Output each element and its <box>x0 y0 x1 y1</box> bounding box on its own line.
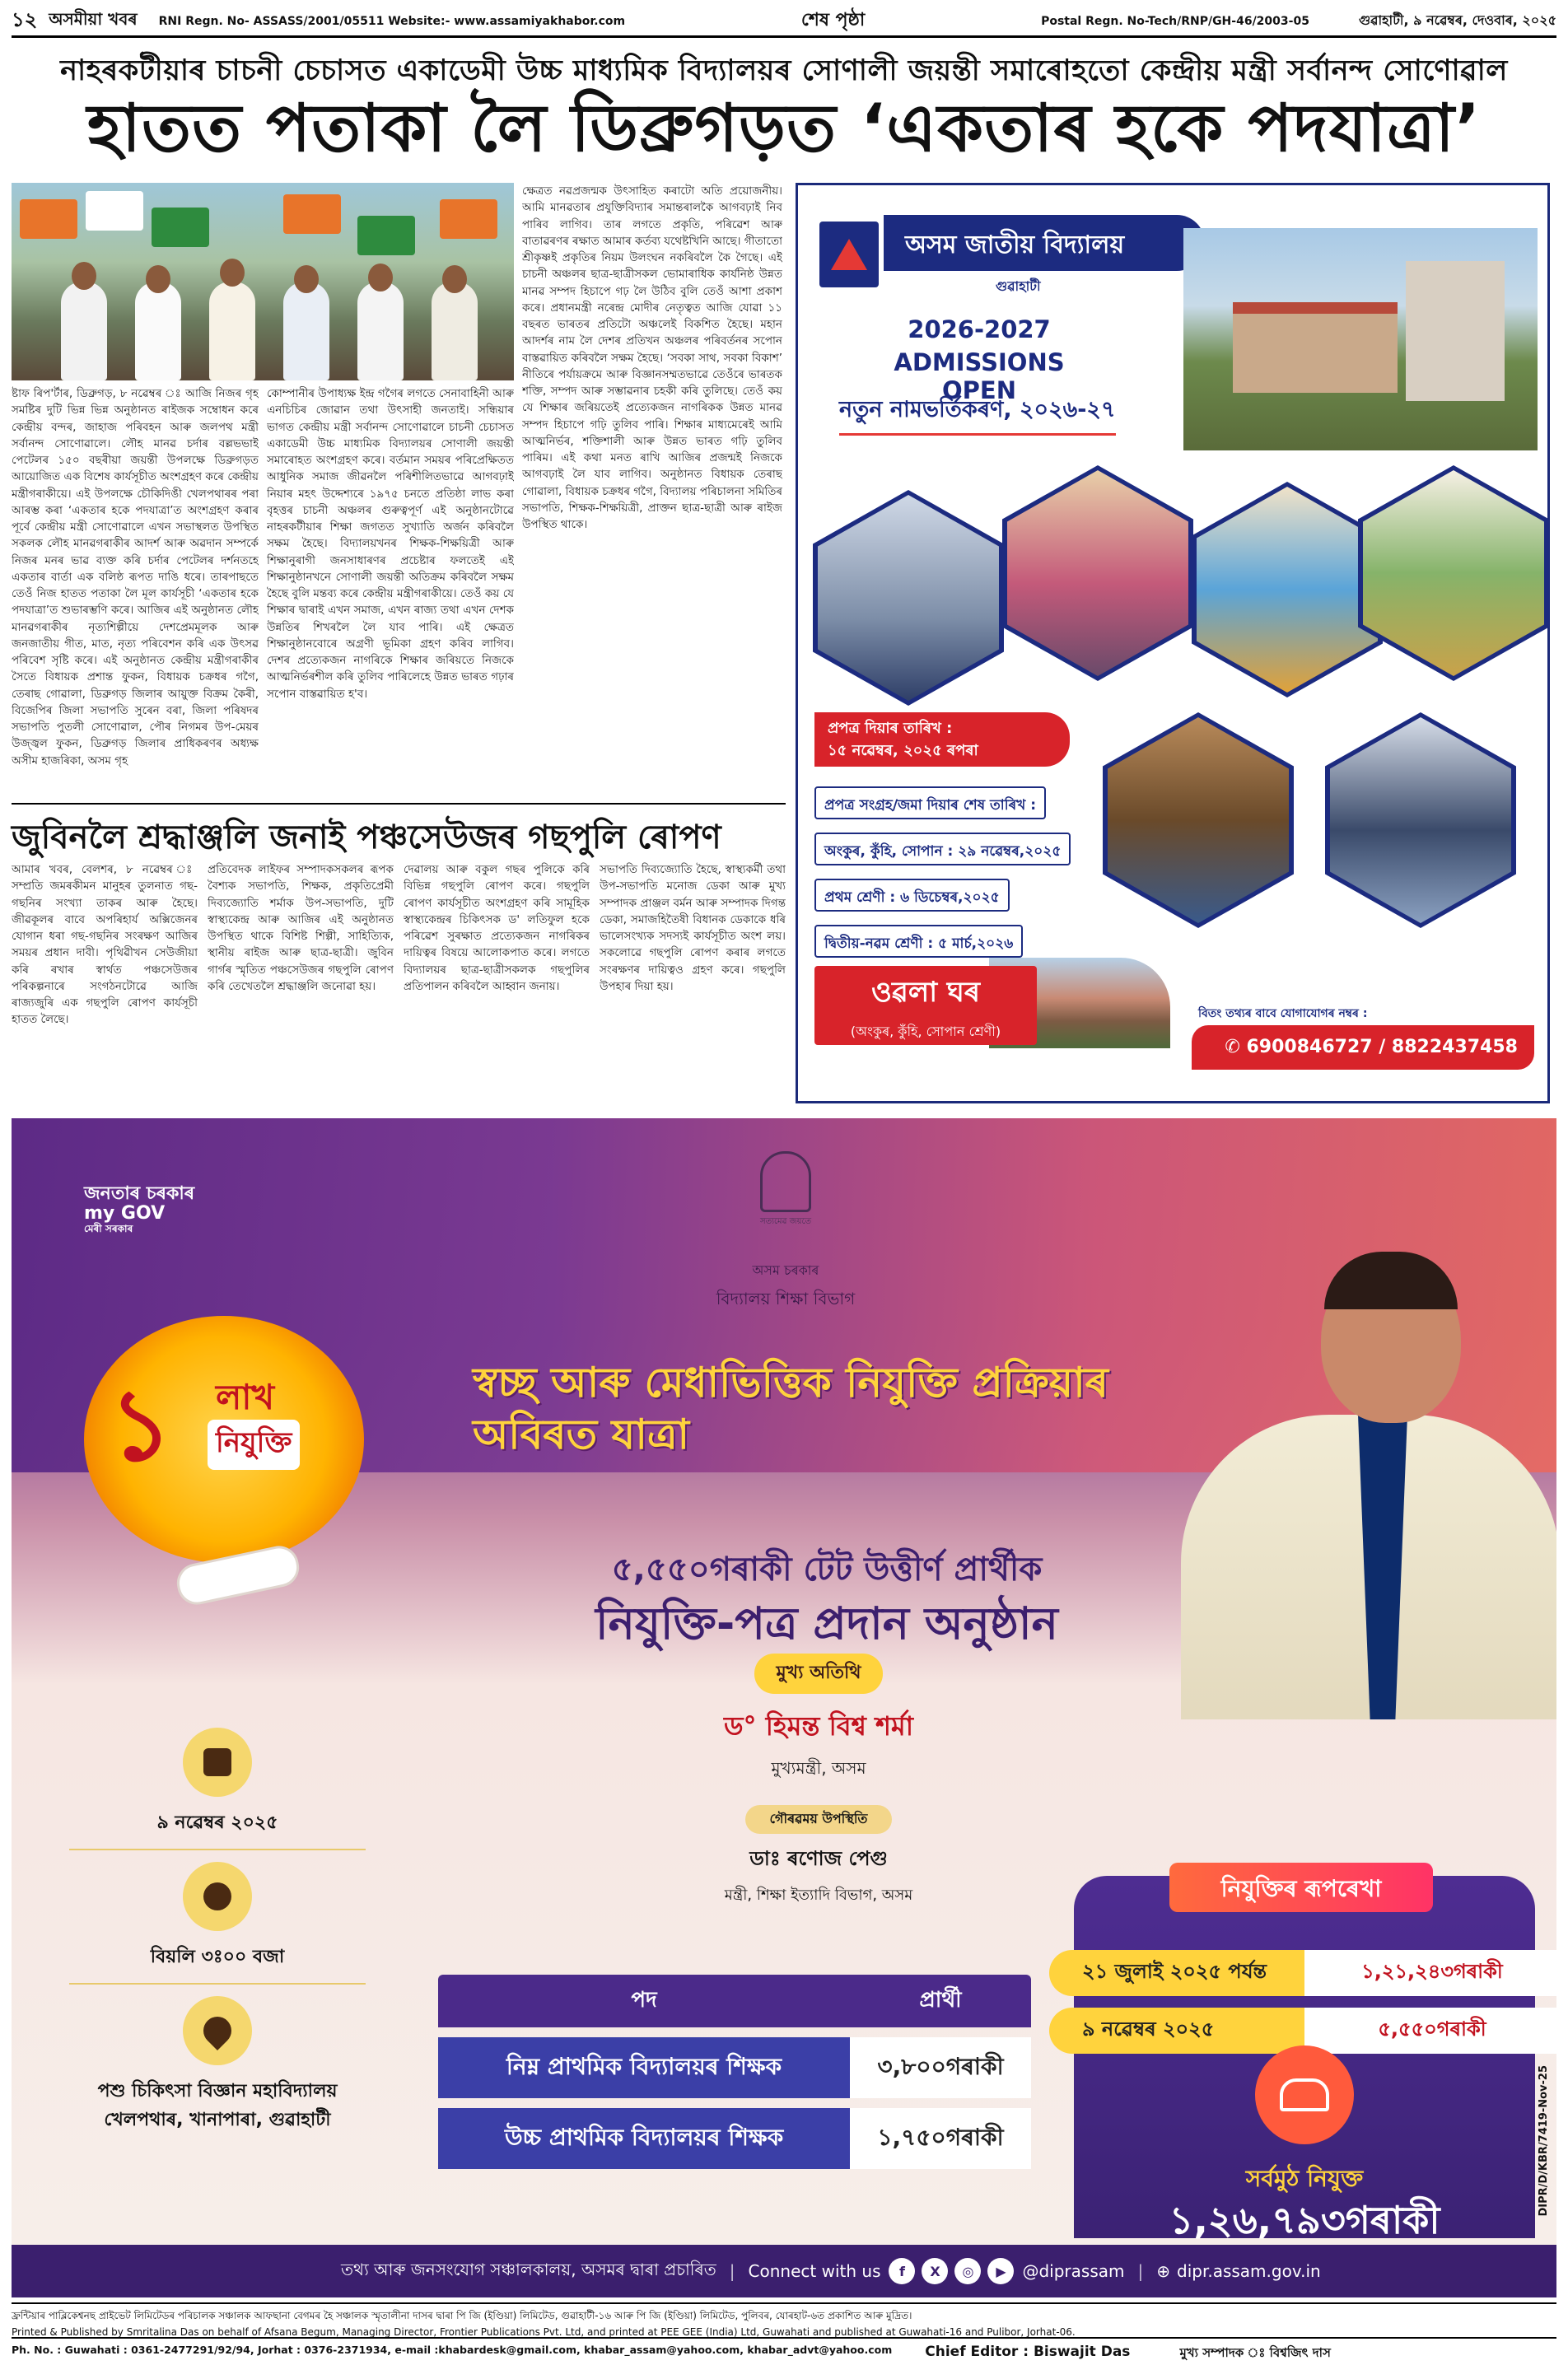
photo-hex <box>1002 465 1193 681</box>
school-building-photo <box>1183 228 1538 450</box>
flag-icon <box>283 194 341 234</box>
flag-icon <box>86 191 143 231</box>
school-name: অসম জাতীয় বিদ্যালয় <box>884 215 1205 271</box>
outline-when: ২১ জুলাই ২০২৫ পৰ্যন্ত <box>1049 1950 1304 1996</box>
emblem-motto: সত্যমেৱ জয়তে <box>760 1217 811 1226</box>
contact-phones[interactable]: ✆ 6900846727 / 8822437458 <box>1192 1025 1534 1070</box>
divider <box>12 803 786 805</box>
story2-column-2: প্ৰতিবেদক লাইফৰ সম্পাদকসকলৰ ৰূপক বৈশ্যক সভাপতি, শিক্ষক, প্ৰকৃতিপ্ৰেমী দিব্যজ্যোতি শৰ্মাক উপ-সভাপতি, দুটি স্বাস্থ্যকেন্দ্ৰ আৰু আজিৰ এই অনুষ্ঠানত উপস্থিত থাকে বিশিষ্ট শিল্পী, সাহিত্যিক, স্থানীয় ৰাইজ আৰু ছাত্ৰ-ছাত্ৰী। জুবিন গাৰ্গৰ স্মৃতিত পঞ্চসেউজৰ গছপুলি ৰোপণ কৰি তেখেতলৈ শ্ৰদ্ধাঞ্জলি জনোৱা হয়। <box>208 863 394 993</box>
flag-icon <box>20 199 77 239</box>
row-post: নিম্ন প্ৰাথমিক বিদ্যালয়ৰ শিক্ষক <box>506 2052 782 2080</box>
page-number: ১২ <box>12 7 38 31</box>
national-emblem <box>744 1151 827 1250</box>
mygov-logo <box>84 1184 194 1235</box>
photo-hex <box>1325 712 1516 928</box>
brand-mygov: my GOV <box>84 1203 166 1224</box>
campaign-tagline: স্বচ্ছ আৰু মেধাভিত্তিক নিযুক্তি প্ৰক্ৰিয়াৰ অবিৰত যাত্ৰা <box>473 1359 1108 1458</box>
school-city: গুৱাহাটী <box>996 278 1041 294</box>
story2-column-1: আমাৰ খবৰ, বেলশৰ, ৮ নৱেম্বৰ ঃ সম্প্ৰতি জমৰকীমন মানুহৰ তুলনাত গছ-গছনিৰ সংখ্যা তাকৰ আৰু হৈছে। জীৱকূলৰ বাবে অপৰিহাৰ্য অক্সিজেনৰ যোগান ধৰা গছ-গছনিৰ সংৰক্ষণ আজিৰ সময়ৰ প্ৰধান দাবী। পৃথিৱীখন সেউজীয়া কৰি ৰখাৰ স্বাৰ্থত পঞ্চসেউজৰ পৰিকল্পনাৰে সংগঠনটোৱে আজি ৰাজ্যজুৰি এক গছপুলি ৰোপণ কাৰ্যসূচী হাতত লৈছে। <box>12 863 198 1027</box>
hostel-subtitle: (অংকুৰ, কুঁহি, সোপান শ্ৰেণী) <box>850 1024 1001 1039</box>
lead-headline: হাতত পতাকা লৈ ডিব্ৰুগড়ত ‘একতাৰ হকে পদযাত্ৰা’ <box>86 90 1482 166</box>
form-date-box <box>814 712 1070 767</box>
new-admission-title: নতুন নামভৰ্তিকৰণ, ২০২৬-২৭ <box>839 393 1116 436</box>
chief-editor: Chief Editor : Biswajit Das <box>925 2344 1131 2360</box>
contact-label: বিতং তথ্যৰ বাবে যোগাযোগৰ নম্বৰ : <box>1198 1007 1368 1020</box>
outline-row <box>1049 1950 1556 1996</box>
honor-role: মন্ত্ৰী, শিক্ষা ইত্যাদি বিভাগ, অসম <box>724 1887 913 1904</box>
imprint <box>12 2302 1556 2341</box>
imprint-footer <box>12 2337 1556 2364</box>
honor-name: ডাঃ ৰণোজ পেগু <box>749 1847 888 1870</box>
publisher-credit: তথ্য আৰু জনসংযোগ সঞ্চালকালয়, অসমৰ দ্বাৰা প্ৰচাৰিত <box>341 2259 716 2279</box>
outline-num: ৫,৫৫০গৰাকী <box>1304 2008 1556 2054</box>
event-date: ৯ নৱেম্বৰ ২০২৫ <box>69 1808 366 1850</box>
flag-icon <box>357 216 415 255</box>
event-details <box>69 1728 366 2156</box>
social-handle[interactable]: @diprassam <box>1022 2261 1125 2281</box>
guest-block <box>687 1654 950 1909</box>
youtube-icon[interactable]: ▶ <box>987 2258 1014 2284</box>
chief-minister-photo <box>1148 1201 1556 1719</box>
lead-column-3: ক্ষেত্ৰত নৱপ্ৰজন্মক উৎসাহিত কৰাটো অতি প্ৰয়োজনীয়। আমি মানৱতাৰ প্ৰযুক্তিবিদ্যাৰ সমান্তৰালকৈ আগবঢ়াই নিব পাৰিব লাগিব। তাৰ লগতে প্ৰকৃতি, পৰিৱেশ আৰু বাতাৱৰণৰ ৰক্ষাত আমাৰ কৰ্তব্য যথেষ্টখিনি আছে। গীতাতো শ্ৰীকৃষ্ণই প্ৰকৃতিৰ নিয়ম উলংঘন নকৰিবলৈ কৈ গৈছে। এই চাচনী অঞ্চলৰ ছাত্ৰ-ছাত্ৰীসকল ভোমাৰাধিক কাৰ্যনিষ্ঠ উন্নত মানৱ সম্পদ হিচাপে গঢ় লৈ উঠিব বুলি তেওঁ আশা প্ৰকাশ কৰে। প্ৰধানমন্ত্ৰী নৰেন্দ্ৰ মোদীৰ নেতৃত্বত আজি যোৱা ১১ বছৰত ভাৰতৰ প্ৰতিটো অঞ্চলেই বিকশিত হৈছে। মহান আদৰ্শৰ নাম লৈ দেশৰ প্ৰতিখন অঞ্চলৰ পৰিবৰ্তনৰ সপোন বাস্তৱায়িত কৰিবলৈ সক্ষম হৈছে। ‘সবকা সাথ, সবকা বিকাশ’ নীতিৰে পৰ্যায়ক্ৰমে আৰু বিজ্ঞানসম্মতভাৱে তেওঁৰে ভাৰতক শক্তি, সম্পদ আৰু সম্ভাৱনাৰ চহকী কৰি তুলিছে। তেওঁ কয় যে শিক্ষাৰ জৰিয়তেই প্ৰত্যেকজন নাগৰিকক উন্নত মানৱ সম্পদ হিচাপে গঢ়ি তুলিব পাৰি। শিক্ষাৰ মাধ্যমেৰেই আমি আত্মনিৰ্ভৰ, শক্তিশালী আৰু উন্নত ভাৰত গঢ়ি তুলিব পাৰিম। এই কথা মনত ৰাখি আজিৰ প্ৰজন্মই নিজকে আগবঢ়াই লৈ যাব লাগিব। অনুষ্ঠানত বিধায়ক তেৰাছ গোৱালা, বিধায়ক চক্ৰধৰ গগৈ, বিদ্যালয় পৰিচালনা সমিতিৰ সভাপতি, শিক্ষক-শিক্ষয়িত্ৰী, প্ৰাক্তন ছাত্ৰ-ছাত্ৰী আৰু ৰাইজ উপস্থিত থাকে। <box>522 184 782 531</box>
table-row <box>438 2108 1031 2169</box>
imprint-english: Printed & Published by Smritalina Das on behalf of Afsana Begum, Managing Director, Frontier Publications Pvt. Ltd, and printed at PEE GEE (India) Ltd, Guwahati and published at Guwahati-16 and Pulibor, Jorhat-06. <box>12 2326 1076 2339</box>
lead-column-2: কোম্পানীৰ উপাধ্যক্ষ ইন্দ্ৰ গগৈৰ লগতে সেনাবাহিনী আৰু এনচিচিৰ জোৱান তথা উৎসাহী জনতাই। সন্ধিয়াৰ ভাগত কেন্দ্ৰীয় মন্ত্ৰী সৰ্বানন্দ সোণোৱালে চাচনী চেচাসত একাডেমী উচ্চ মাধ্যমিক বিদ্যালয়ৰ সোণালী জয়ন্তী সমাৰোহত অংশগ্ৰহণ কৰে। বৰ্তমান সময়ৰ পৰিপ্ৰেক্ষিতত আধুনিক সমাজ জীৱনলৈ পৰিশীলিতভাৱে আগবঢ়াই নিয়াৰ মহৎ উদ্দেশ্যৰে ১৯৭৫ চনতে প্ৰতিষ্ঠা লাভ কৰা বৃহত্তৰ চাচনী অঞ্চলৰ গুৰুত্বপূৰ্ণ এই অনুষ্ঠানটোৱে নাহৰকটীয়াৰ শিক্ষা জগতত সুখ্যাতি অৰ্জন কৰিবলৈ সক্ষম হৈছে। বিদ্যালয়খনৰ শিক্ষক-শিক্ষয়িত্ৰী আৰু শিক্ষানুৰাগী জনসাধাৰণৰ প্ৰচেষ্টাৰ ফলতেই এই শিক্ষানুষ্ঠানখনে সোণালী জয়ন্তী অতিক্ৰম কৰিবলৈ সক্ষম হৈছে বুলি মন্তব্য কৰে কেন্দ্ৰীয় মন্ত্ৰীগৰাকীয়ে। তেওঁ কয় যে শিক্ষাৰ দ্বাৰাই এখন সমাজ, এখন ৰাজ্য তথা এখন দেশক উন্নতিৰ শিখৰলৈ লৈ যাব পাৰি। এই ক্ষেত্ৰত শিক্ষানুষ্ঠানবোৰে অগ্ৰণী ভূমিকা গ্ৰহণ কৰিব লাগিব। দেশৰ প্ৰত্যেকজন নাগৰিকে শিক্ষাৰ জৰিয়তে নিজকে আত্মনিৰ্ভৰশীল কৰি তুলিব পাৰিলেহে উন্নত ভাৰত গঢ়াৰ সপোন বাস্তৱায়িত হ'ব। <box>267 387 514 701</box>
lakh-appointment: নিযুক্তি <box>208 1420 300 1470</box>
govt-name: অসম চৰকাৰ <box>752 1262 819 1278</box>
school-logo-icon <box>819 222 879 287</box>
outline-title: নিযুক্তিৰ ৰূপৰেখা <box>1169 1863 1433 1912</box>
form-date-label: প্ৰপত্ৰ দিয়াৰ তাৰিখ : <box>828 720 953 737</box>
total-value: ১,২৬,৭৯৩গৰাকী <box>1169 2198 1440 2242</box>
story2-column-4: সভাপতি দিব্যজ্যোতি হৈছে, স্বাস্থ্যকৰ্মী তথা উপ-সভাপতি মনোজ ডেকা আৰু মুখ্য সম্পাদক প্ৰাঞ্জল বৰ্মন আৰু সম্পাদক দিগন্ত ডেকা, সমাজহিতৈষী বিধানক ডেকাকে ধৰি ভালেসংখ্যক সদস্যই কাৰ্যসূচীত অংশ লয়। সকলোৱে গছপুলি ৰোপণ কৰাৰ লগতে সংৰক্ষণৰ দায়িত্বও গ্ৰহণ কৰে। গছপুলি উপহাৰ দিয়া হয়। <box>600 863 786 993</box>
form-date-value: ১৫ নৱেম্বৰ, ২০২৫ ৰপৰা <box>828 742 978 759</box>
outline-num: ১,২১,২৪৩গৰাকী <box>1304 1950 1556 1996</box>
x-icon[interactable]: X <box>922 2258 948 2284</box>
table-row <box>438 2037 1031 2098</box>
globe-icon: ⊕ <box>1156 2261 1171 2281</box>
hostel-title: ওৱলা ঘৰ <box>870 976 981 1009</box>
row-post: উচ্চ প্ৰাথমিক বিদ্যালয়ৰ শিক্ষক <box>504 2123 784 2151</box>
website-link[interactable]: dipr.assam.gov.in <box>1177 2261 1321 2281</box>
school-advertisement <box>796 183 1550 1103</box>
honor-label: গৌৰৱময় উপস্থিতি <box>745 1805 893 1834</box>
facebook-icon[interactable]: f <box>889 2258 915 2284</box>
brand-janatar: জনতাৰ চৰকাৰ <box>84 1183 195 1204</box>
header-post: পদ <box>631 1988 657 2013</box>
header-candidates: প্ৰাৰ্থী <box>919 1988 962 2013</box>
government-advertisement <box>12 1118 1556 2297</box>
outline-when: ৯ নৱেম্বৰ ২০২৫ <box>1049 2008 1304 2054</box>
hostel-box <box>814 966 1037 1045</box>
section-name: শেষ পৃষ্ঠা <box>800 10 866 30</box>
emblem-icon <box>760 1151 811 1212</box>
flag-icon <box>152 208 209 247</box>
lakh-word: লাখ <box>216 1377 275 1417</box>
location-pin-icon <box>183 1996 252 2065</box>
first-class-date: প্ৰথম শ্ৰেণী : ৬ ডিচেম্বৰ,২০২৫ <box>814 879 1010 912</box>
session-year: 2026-2027 <box>908 315 1051 343</box>
story2-column-3: দেৱালয় আৰু বকুল গছৰ পুলিকে কৰি বিভিন্ন গছপুলি ৰোপণ কৰে। গছপুলি ৰোপণ কাৰ্যসূচীত অংশগ্ৰহণ কৰি সামূহিক স্বাস্থ্যকেন্দ্ৰৰ চিকিৎসক ড' লতিফুল হকে পৰিৱেশ সুৰক্ষাত প্ৰত্যেকজন নাগৰিকৰ দায়িত্বৰ বিষয়ে আলোকপাত কৰে। লগতে বিদ্যালয়ৰ ছাত্ৰ-ছাত্ৰীসকলক গছপুলিৰ প্ৰতিপালন কৰিবলৈ আহ্বান জনায়। <box>404 863 590 993</box>
event-time: বিয়লি ৩ঃ০০ বজা <box>69 1943 366 1985</box>
lead-subhead: নাহৰকটীয়াৰ চাচনী চেচাসত একাডেমী উচ্চ মাধ্যমিক বিদ্যালয়ৰ সোণালী জয়ন্তী সমাৰোহতো কেন্দ্ৰীয় মন্ত্ৰী সৰ্বানন্দ সোণোৱাল <box>60 54 1508 87</box>
appointment-outline <box>1074 1875 1535 2242</box>
row-count: ৩,৮০০গৰাকী <box>850 2037 1031 2098</box>
photo-hex <box>1192 482 1383 697</box>
event-title-line2: নিযুক্তি-পত্ৰ প্ৰদান অনুষ্ঠান <box>595 1598 1058 1649</box>
photo-hex <box>1103 712 1294 928</box>
admissions-open: ADMISSIONS OPEN <box>894 348 1065 404</box>
photo-hex <box>813 490 1004 706</box>
last-date-label: প্ৰপত্ৰ সংগ্ৰহ/জমা দিয়াৰ শেষ তাৰিখ : <box>814 786 1046 819</box>
clock-icon <box>183 1862 252 1931</box>
brand-meri: মেৰী সৰকাৰ <box>84 1223 133 1235</box>
rni-info: RNI Regn. No- ASSASS/2001/05511 Website:- www.assamiyakhabor.com <box>158 14 626 28</box>
ankur-date: অংকুৰ, কুঁহি, সোপান : ২৯ নৱেম্বৰ,২০২৫ <box>814 833 1071 865</box>
photo-hex <box>1358 465 1549 681</box>
rally-photo <box>12 183 514 380</box>
lead-column-1: ষ্টাফ ৰিপ'ৰ্টাৰ, ডিব্ৰুগড়, ৮ নৱেম্বৰ ঃ আজি নিজৰ গৃহ সমষ্টিৰ দুটি ভিন্ন ভিন্ন অনুষ্ঠানত ৰাইজক সম্বোধন কৰে কেন্দ্ৰীয় বন্দৰ, জাহাজ পৰিবহন আৰু জলপথ মন্ত্ৰী সৰ্বানন্দ সোণোৱালে। লৌহ মানৱ চৰ্দাৰ বল্লভভাই পেটেলৰ ১৫০ বছৰীয়া জয়ন্তী উপলক্ষে ডিব্ৰুগড়ত আয়োজিত এক বিশেষ কাৰ্যসূচীত অংশগ্ৰহণ কৰে কেন্দ্ৰীয় মন্ত্ৰীগৰাকীয়ে। এই উপলক্ষে চৌকিদিঙী খেলপথাৰৰ পৰা আৰম্ভ কৰা ‘একতাৰ হকে পদযাত্ৰা’ত অংশগ্ৰহণ কৰাৰ পূৰ্বে কেন্দ্ৰীয় মন্ত্ৰী সোণোৱালে এখন সভাস্থলত উপস্থিত সকলক লৌহ মানৱগৰাকীৰ আদৰ্শ আৰু অৱদান সম্পৰ্কে নিজৰ মনৰ ভাৱ ব্যক্ত কৰি চৰ্দাৰ পেটেলৰ দৰ্শনতহে একতাৰ বাৰ্তা এক বলিষ্ঠ ৰূপত দাঙি ধৰে। তাৰপাছতে তেওঁ নিজ হাতত পতাকা লৈ মূল কাৰ্যসূচী ‘একতাৰ হকে পদযাত্ৰা’ত শুভাৰম্ভণি কৰে। আজিৰ এই অনুষ্ঠানত লৌহ মানৱগৰাকীৰ নৃত্যশিল্পীয়ে দেশপ্ৰেমমূলক আৰু জনজাতীয় গীত, মাত, নৃত্য পৰিবেশন কৰি এক উৎসৱ পৰিবেশ সৃষ্টি কৰে। এই অনুষ্ঠানত কেন্দ্ৰীয় মন্ত্ৰীগৰাকীৰ সৈতে বিধায়ক প্ৰশান্ত ফুকন, বিধায়ক চক্ৰধৰ গগৈ, তেৰাছ গোৱালা, ডিব্ৰুগড় জিলাৰ আয়ুক্ত বিক্ৰম কৈৰী, বিজেপিৰ জিলা সভাপতি সুৰেন বৰা, জিলা পৰিষদৰ সভাপতি পুতলী সোণোৱাল, পৌৰ নিগমৰ উপ-মেয়ৰ উজ্জ্বল ফুকন, ডিব্ৰুগড় জিলাৰ প্ৰাধিকৰণৰ অধ্যক্ষ অসীম হাজৰিকা, অসম গৃহ <box>12 387 259 767</box>
event-title <box>514 1546 1140 1655</box>
connect-label: Connect with us <box>748 2261 881 2281</box>
page-header <box>12 7 1556 38</box>
total-label: সৰ্বমুঠ নিযুক্ত <box>1245 2165 1364 2192</box>
chief-editor-assamese: মুখ্য সম্পাদক ঃ বিশ্বজিৎ দাস <box>1179 2345 1331 2360</box>
chief-guest-label: মুখ্য অতিথি <box>754 1654 882 1694</box>
issue-date: গুৱাহাটী, ৯ নৱেম্বৰ, দেওবাৰ, ২০২৫ <box>1358 12 1556 28</box>
chief-guest-name: ড° হিমন্ত বিশ্ব শৰ্মা <box>724 1710 913 1742</box>
table-header <box>438 1975 1031 2027</box>
dipr-code: DIPR/D/KBR/7419-Nov-25 <box>1538 2065 1550 2217</box>
paper-name: অসমীয়া খবৰ <box>49 9 138 29</box>
govt-department <box>687 1260 884 1314</box>
instagram-icon[interactable]: ◎ <box>954 2258 981 2284</box>
contact-numbers: Ph. No. : Guwahati : 0361-2477291/92/94, Jorhat : 0376-2371934, e-mail :khabardesk@gmail.com, khabar_assam@yahoo.com, khabar_advt@yahoo.com <box>12 2344 893 2356</box>
event-venue: পশু চিকিৎসা বিজ্ঞান মহাবিদ্যালয় খেলপথাৰ, খানাপাৰা, গুৱাহাটী <box>97 2081 338 2131</box>
row-count: ১,৭৫০গৰাকী <box>850 2108 1031 2169</box>
one-lakh-badge <box>84 1316 364 1563</box>
imprint-assamese: ফ্ৰন্টিয়াৰ পাব্লিকেশ্বনছ প্ৰাইভেট লিমিটেডৰ পৰিচালক সঞ্চালক আফছানা বেগমৰ হৈ সঞ্চালক স্মৃতালীনা দাসৰ দ্বাৰা পি জি (ইণ্ডিয়া) লিমিটেড, গুৱাহাটী-১৬ আৰু পি জি (ইণ্ডিয়া) লিমিটেড, পুলিবৰ, যোৰহাট-৬ত প্ৰকাশিত আৰু মুদ্ৰিত। <box>12 2310 912 2321</box>
calendar-icon <box>183 1728 252 1797</box>
lakh-number: ১ <box>109 1369 173 1483</box>
event-title-line1: ৫,৫৫০গৰাকী টেট উত্তীৰ্ণ প্ৰাৰ্থীক <box>611 1551 1043 1588</box>
postal-regn: Postal Regn. No-Tech/RNP/GH-46/2003-05 <box>1041 14 1309 28</box>
people-icon <box>1255 2045 1354 2144</box>
chief-guest-role: মুখ্যমন্ত্ৰী, অসম <box>771 1758 866 1778</box>
ad-footer: তথ্য আৰু জনসংযোগ সঞ্চালকালয়, অসমৰ দ্বাৰা প্ৰচাৰিত | Connect with us f X ◎ ▶ @diprassam | ⊕ dipr.assam.gov.in <box>12 2245 1556 2297</box>
posts-table <box>438 1975 1031 2169</box>
second-class-date: দ্বিতীয়-নৱম শ্ৰেণী : ৫ মাৰ্চ,২০২৬ <box>814 925 1023 958</box>
flag-icon <box>440 199 497 239</box>
story2-headline: জুবিনলৈ শ্ৰদ্ধাঞ্জলি জনাই পঞ্চসেউজৰ গছপুলি ৰোপণ <box>12 819 721 856</box>
dept-name: বিদ্যালয় শিক্ষা বিভাগ <box>716 1289 856 1308</box>
